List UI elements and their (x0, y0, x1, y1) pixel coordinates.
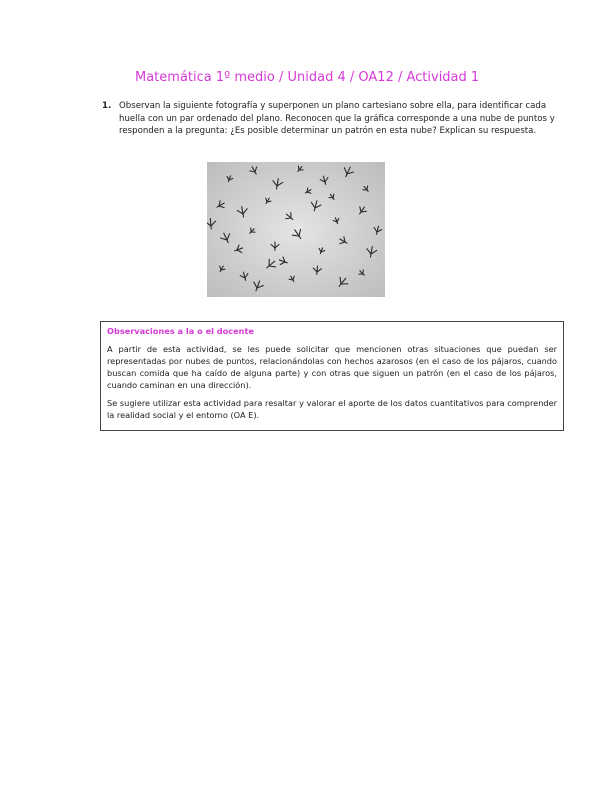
bird-tracks-image (207, 162, 385, 297)
activity-number: 1. (102, 101, 112, 111)
teacher-notes-box (100, 321, 564, 431)
teacher-notes-paragraph-2: Se sugiere utilizar esta actividad para resaltar y valorar el aporte de los datos cuantitativos para comprender la realidad social y el entorno (OA E). (107, 398, 557, 420)
page-title: Matemática 1º medio / Unidad 4 / OA12 / Actividad 1 (135, 70, 480, 85)
activity-text: Observan la siguiente fotografía y superponen un plano cartesiano sobre ella, para identificar cada huella con un par ordenado del plano. Reconocen que la gráfica corresponde a una nube de puntos y responden a la pregunta: ¿Es posible determinar un patrón en esta nube? Explican su respuesta. (119, 101, 555, 136)
teacher-notes-title: Observaciones a la o el docente (107, 326, 254, 336)
activity-item (102, 100, 564, 138)
teacher-notes-paragraph-1: A partir de esta actividad, se les puede solicitar que mencionen otras situaciones que puedan ser representadas por nubes de puntos, relacionándolas con hechos azarosos (en el caso de los pájaros, cuando buscan comida que ha caído de alguna parte) y con otras que siguen un patrón (en el caso de los pájaros, cuando caminan en una dirección). (107, 344, 557, 390)
bird-tracks-photo (207, 162, 385, 297)
